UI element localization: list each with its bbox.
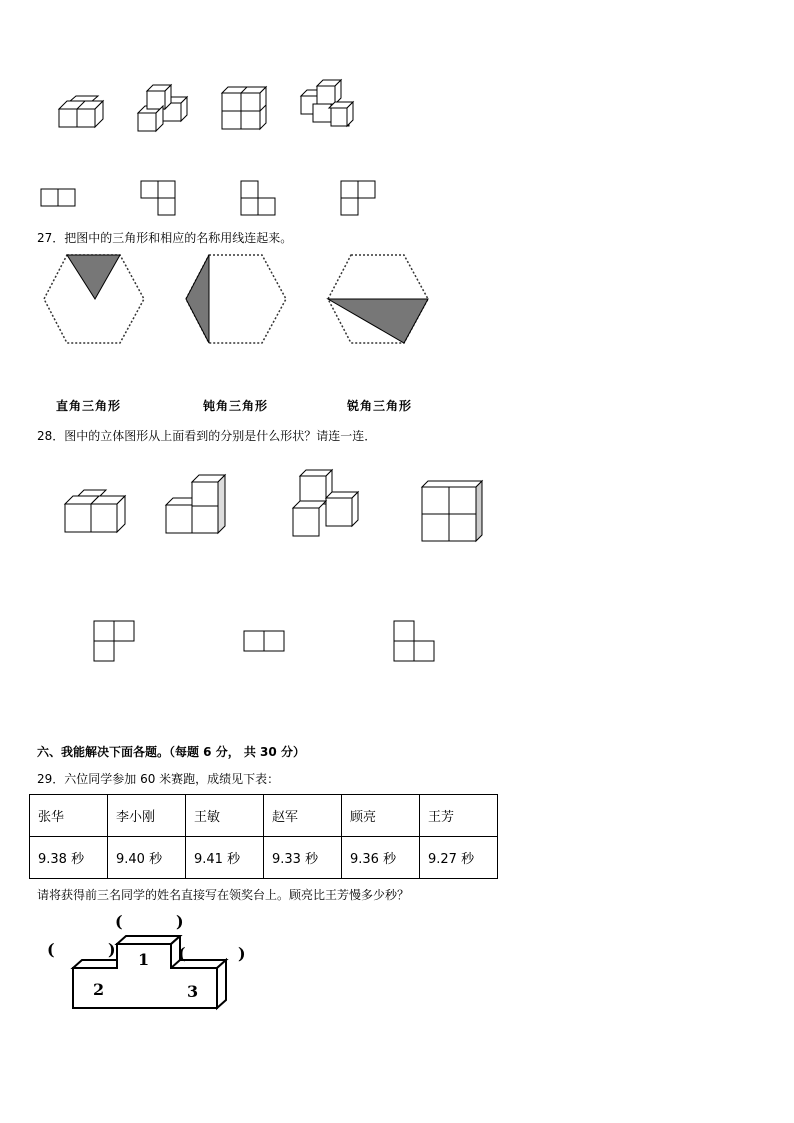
time-cell: 9.40 秒 [108, 837, 186, 879]
time-cell: 9.36 秒 [342, 837, 420, 879]
q28-text: 28．图中的立体图形从上面看到的分别是什么形状？请连一连． [37, 429, 377, 443]
first-place-paren-close: ) [176, 912, 184, 931]
podium-first-number: 1 [138, 950, 150, 969]
name-cell: 张华 [30, 795, 108, 837]
view-option-l-top [140, 180, 176, 216]
podium [70, 936, 228, 1012]
q28-view-two-squares [243, 630, 287, 654]
name-cell: 顾亮 [342, 795, 420, 837]
q29-text: 29．六位同学参加 60 米赛跑，成绩见下表： [37, 772, 280, 786]
view-option-two-squares [40, 188, 76, 208]
first-place-paren-open: ( [115, 912, 123, 931]
time-cell: 9.38 秒 [30, 837, 108, 879]
cube-figure-4 [299, 78, 355, 132]
time-cell: 9.33 秒 [264, 837, 342, 879]
cube-figure-3 [218, 85, 270, 131]
hexagon-acute-shaded [42, 253, 146, 345]
race-results-table [29, 794, 498, 879]
name-cell: 王敏 [186, 795, 264, 837]
cube-figure-1 [55, 95, 105, 131]
q28-solid-1 [64, 490, 128, 534]
time-cell: 9.41 秒 [186, 837, 264, 879]
name-cell: 赵军 [264, 795, 342, 837]
q28-view-l-shape [93, 620, 137, 664]
second-place-paren-open: ( [47, 940, 55, 959]
name-cell: 王芳 [420, 795, 498, 837]
third-place-paren-open: ( [178, 944, 186, 963]
q28-solid-2 [165, 475, 227, 537]
view-option-l-right [240, 180, 276, 216]
table-row [30, 795, 498, 837]
podium-second-number: 2 [93, 980, 105, 999]
label-obtuse-triangle: 钝角三角形 [203, 399, 269, 413]
hexagon-right-shaded [184, 253, 288, 345]
q29-question: 请将获得前三名同学的姓名直接写在领奖台上。顾亮比王芳慢多少秒？ [37, 888, 410, 902]
label-right-triangle: 直角三角形 [56, 399, 122, 413]
label-acute-triangle: 锐角三角形 [347, 399, 413, 413]
q28-solid-3 [292, 468, 362, 538]
hexagon-obtuse-shaded [326, 253, 430, 345]
table-row [30, 837, 498, 879]
podium-third-number: 3 [187, 982, 199, 1001]
cube-figure-2 [135, 83, 191, 135]
q28-view-l-right [393, 620, 437, 664]
third-place-paren-close: ) [238, 944, 246, 963]
q28-solid-4 [420, 481, 484, 543]
name-cell: 李小刚 [108, 795, 186, 837]
section-6-title: 六、我能解决下面各题。（每题 6 分， 共 30 分） [37, 745, 305, 759]
second-place-paren-close: ) [108, 940, 116, 959]
view-option-l-left [340, 180, 376, 216]
time-cell: 9.27 秒 [420, 837, 498, 879]
q27-text: 27．把图中的三角形和相应的名称用线连起来。 [37, 231, 293, 245]
